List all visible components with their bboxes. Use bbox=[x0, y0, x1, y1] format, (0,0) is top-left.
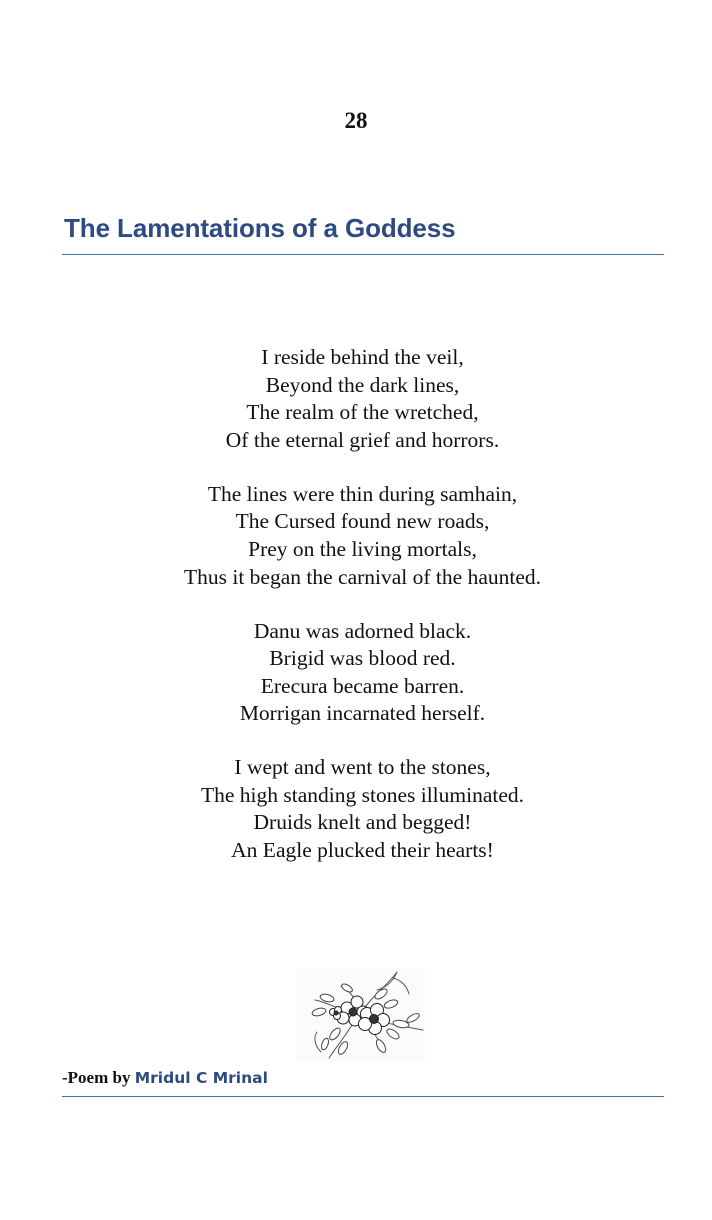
poem-byline bbox=[62, 1067, 268, 1089]
title-divider bbox=[62, 254, 664, 255]
poem-line: Erecura became barren. bbox=[260, 673, 465, 698]
stanza bbox=[0, 618, 712, 728]
poem-line: The realm of the wretched, bbox=[246, 400, 479, 425]
author-name: Mridul C Mrinal bbox=[134, 1069, 268, 1087]
poem-line: Prey on the living mortals, bbox=[248, 536, 477, 561]
stanza bbox=[0, 754, 712, 864]
floral-ornament-icon bbox=[297, 968, 425, 1062]
poem-line: Thus it began the carnival of the haunted. bbox=[183, 564, 542, 589]
poem-line: The Cursed found new roads, bbox=[235, 509, 490, 534]
poem-line: An Eagle plucked their hearts! bbox=[231, 838, 494, 863]
poem-line: Of the eternal grief and horrors. bbox=[225, 427, 500, 452]
stanza bbox=[0, 481, 712, 591]
stanza bbox=[0, 344, 712, 454]
poem-line: I wept and went to the stones, bbox=[234, 755, 491, 780]
poem-line: Druids knelt and begged! bbox=[253, 810, 472, 835]
poem-line: Beyond the dark lines, bbox=[265, 372, 460, 397]
byline-prefix: -Poem by bbox=[62, 1068, 131, 1087]
poem-line: Brigid was blood red. bbox=[269, 646, 456, 671]
poem-line: I reside behind the veil, bbox=[261, 345, 464, 369]
poem-line: The lines were thin during samhain, bbox=[207, 481, 518, 506]
poem-body bbox=[0, 344, 712, 891]
poem-line: The high standing stones illuminated. bbox=[200, 782, 525, 807]
page-number: 28 bbox=[344, 108, 368, 133]
footer-divider bbox=[62, 1096, 664, 1097]
poem-line: Morrigan incarnated herself. bbox=[239, 701, 486, 726]
poem-title: The Lamentations of a Goddess bbox=[64, 213, 456, 243]
poem-line: Danu was adorned black. bbox=[253, 618, 472, 643]
